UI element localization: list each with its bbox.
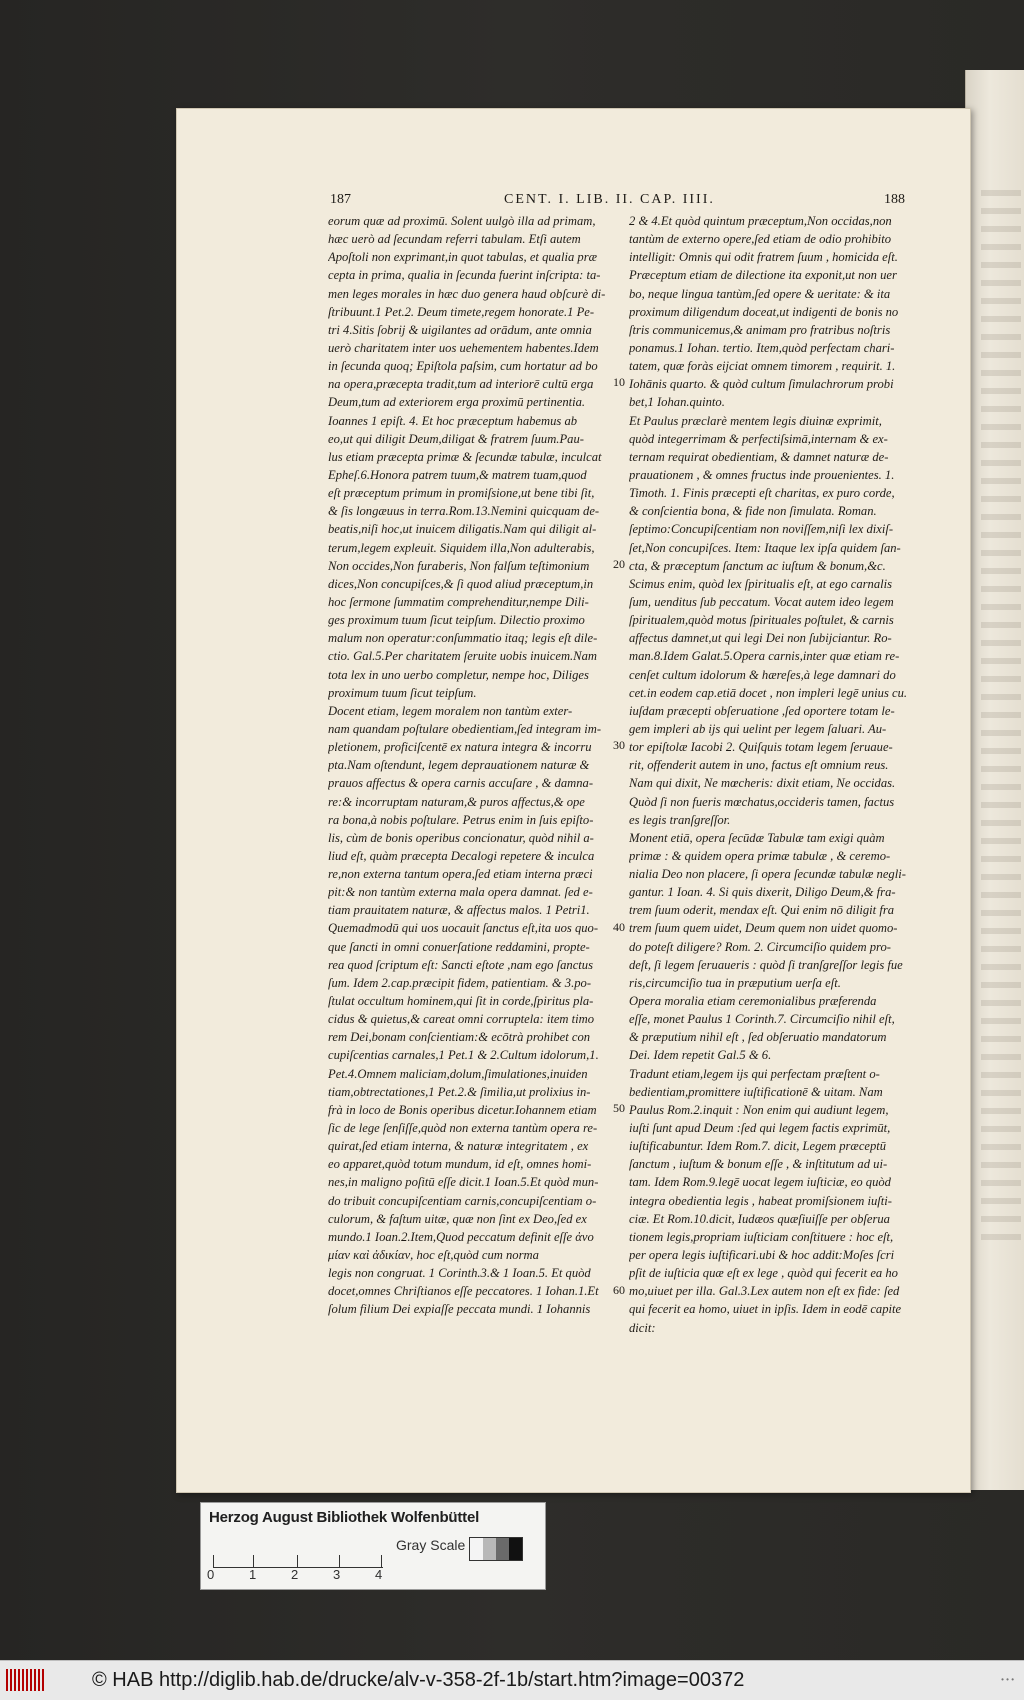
text-line: ciæ. Et Rom.10.dicit, Iudæos quæſiuiſſe per obſerua [629, 1211, 890, 1226]
text-line: frà in loco de Bonis operibus dicetur.Iohannem etiam [328, 1102, 597, 1117]
scale-tick [381, 1555, 382, 1567]
text-line: dices,Non concupiſces,& ſi quod aliud præceptum,in [328, 576, 594, 591]
text-line: do tribuit concupiſcentiam carnis,concupiſcentiam o- [328, 1193, 597, 1208]
text-line: cenſet cultum idolorum & hæreſes,à lege damnari do [629, 667, 896, 682]
text-line: affectus damnet,ut qui legi Dei non ſubijciantur. Ro- [629, 631, 892, 646]
text-line: terum,legem expleuit. Siquidem illa,Non adulterabis, [328, 540, 595, 555]
text-line: prauationem , & omnes fructus inde prouenientes. 1. [629, 467, 895, 482]
text-line: Monent etiā, opera ſecūdæ Tabulæ tam exigi quàm [629, 830, 885, 845]
text-line: eo apparet,quòd totum mundum, id eſt, omnes homi- [328, 1157, 592, 1172]
text-line: proximum diligendum doceat,ut indigenti de bonis no [629, 304, 899, 319]
text-line: rem Dei,bonam conſcientiam:& ecōtrà prohibet con [328, 1030, 591, 1045]
text-line: & præputium nihil eſt , ſed obſeruatio mandatorum [629, 1030, 887, 1045]
text-line: in ſecunda quoq; Epiſtola paſsim, cum hortatur ad bo [328, 359, 598, 374]
text-line: hæc uerò ad ſecundam referri tabulam. Etſi autem [328, 232, 581, 247]
footer-url-text[interactable]: © HAB http://diglib.hab.de/drucke/alv-v-358-2f-1b/start.htm?image=00372 [92, 1669, 745, 1691]
text-line: tor epiſtolæ Iacobi 2. Quiſquis totam legem ſeruaue- [629, 740, 893, 755]
scale-tick [253, 1555, 254, 1567]
text-line: Ioannes 1 epiſt. 4. Et hoc præceptum habemus ab [328, 413, 578, 428]
text-line: cidus & quietus,& careat omni corruptela: item timo [328, 1012, 595, 1027]
text-line: nam quandam poſtulare obedientiam,ſed integram im- [328, 721, 602, 736]
text-line: prauos affectus & opera carnis accuſare , & damna- [328, 776, 594, 791]
text-line: eorum quæ ad proximū. Solent uulgò illa ad primam, [328, 214, 596, 228]
library-name: Herzog August Bibliothek Wolfenbüttel [209, 1509, 480, 1526]
scale-tick [297, 1555, 298, 1567]
text-line: per opera legis iuſtificari.ubi & hoc addit:Moſes ſcri [629, 1248, 895, 1263]
text-line: dicit: [629, 1320, 656, 1335]
text-line: ſum. Idem 2.cap.præcipit fidem, patientiam. & 3.po- [328, 975, 592, 990]
text-line: gantur. 1 Ioan. 4. Si quis dixerit, Diligo Deum,& fra- [629, 885, 896, 900]
scale-bar [213, 1553, 383, 1568]
text-line: quirat,ſed etiam interna, & naturæ integritatem , ex [328, 1139, 589, 1154]
text-line: pta.Nam oſtendunt, legem deprauationem naturæ & [328, 758, 590, 773]
facing-page-shadow-text [981, 190, 1021, 1240]
margin-line-number: 60 [613, 1282, 625, 1297]
text-line: Non occides,Non furaberis, Non falſum teſtimonium [328, 558, 590, 573]
text-line: eo,ut qui diligit Deum,diligat & fratrem ſuum.Pau- [328, 431, 584, 446]
text-line: mo,uiuet per illa. Gal.3.Lex autem non eſt ex fide: ſed [629, 1284, 900, 1299]
text-line: mundo.1 Ioan.2.Item,Quod peccatum definit eſſe ἀνο [328, 1229, 594, 1244]
text-line: Docent etiam, legem moralem non tantùm exter- [328, 703, 573, 718]
text-line: ſolum filium Dei expiaſſe peccata mundi. 1 Iohannis [328, 1302, 591, 1317]
text-line: Scimus enim, quòd lex ſpiritualis eſt, at ego carnalis [629, 576, 893, 591]
text-line: Præceptum etiam de dilectione ita exponit,ut non uer [629, 268, 897, 283]
text-line: bo, neque lingua tantùm,ſed opere & ueritate: & ita [629, 286, 891, 301]
text-line: ternam requirat obedientiam, & damnet naturæ de- [629, 449, 889, 464]
text-line: ſet,Non concupiſces. Item: Itaque lex ipſa quidem ſan- [629, 540, 901, 555]
text-line: docet,omnes Chriſtianos eſſe peccatores. 1 Iohan.1.Et [328, 1284, 599, 1299]
text-line: uerò charitatem inter uos uehementem habentes.Idem [328, 340, 599, 355]
text-line: intelligit: Omnis qui odit fratrem ſuum , homicida eſt. [629, 250, 898, 265]
text-line: malum non operatur:conſummatio itaq; legis eſt dile- [328, 631, 598, 646]
viewer-footer [0, 1660, 1024, 1700]
text-line: iuſtificabuntur. Idem Rom.7. dicit, Legem præceptū [629, 1139, 887, 1154]
text-line: hoc ſermone ſummatim comprehenditur,nempe Dili- [328, 594, 589, 609]
text-line: Paulus Rom.2.inquit : Non enim qui audiunt legem, [629, 1102, 889, 1117]
margin-line-number: 10 [613, 375, 625, 390]
running-title: CENT. I. LIB. II. CAP. IIII. [504, 192, 715, 207]
text-line: ſeptimo:Concupiſcentiam non noviſſem,niſi lex dixiſ- [629, 522, 894, 537]
text-line: ris,circumciſio tua in præputium uerſa eſt. [629, 975, 841, 990]
margin-line-number: 50 [613, 1101, 625, 1116]
text-line: tam. Idem Rom.9.legē uocat legem iuſticiæ, eo quòd [629, 1175, 891, 1190]
text-line: rit, offenderit autem in uno, factus eſt omnium reus. [629, 758, 889, 773]
margin-line-number: 40 [613, 919, 625, 934]
text-line: tionem legis,propriam iuſticiam conſtituere : hoc eſt, [629, 1229, 894, 1244]
text-line: pſit de iuſticia quæ eſt ex lege , quòd qui fecerit ea ho [629, 1266, 898, 1281]
text-line: qui fecerit ea homo, uiuet in ipſis. Idem in eodē capite [629, 1302, 902, 1317]
text-line: primæ : & quidem opera primæ tabulæ , & ceremo- [629, 848, 891, 863]
text-line: re:& incorruptam naturam,& puros affectus,& ope [328, 794, 585, 809]
page-number-left: 187 [330, 192, 351, 207]
text-line: tiam prauitatem naturæ, & affectus malos. 1 Petri1. [328, 903, 590, 918]
page-number-right: 188 [884, 192, 905, 207]
text-line: pletionem, proficiſcentē ex natura integra & incorru [328, 740, 592, 755]
text-line: man.8.Idem Galat.5.Opera carnis,inter quæ etiam re- [629, 649, 900, 664]
text-line: & ſis longæuus in terra.Rom.13.Nemini quicquam de- [328, 504, 600, 519]
gray-swatch [470, 1538, 483, 1560]
scale-tick-label: 3 [333, 1567, 341, 1582]
text-line: integra obedientia legis , habeat promiſsionem iuſti- [629, 1193, 892, 1208]
text-line: bedientiam,promittere iuſtificationē & uitam. Nam [629, 1084, 883, 1099]
text-line: eſſe, monet Paulus 1 Corinth.7. Circumciſio nihil eſt, [629, 1012, 895, 1027]
text-line: tri 4.Sitis ſobrij & uigilantes ad orādum, ante omnia [328, 322, 592, 337]
text-line: ges proximum tuum ſicut teipſum. Dilectio proximo [328, 613, 585, 628]
text-line: ponamus.1 Iohan. tertio. Item,quòd perfectam chari- [629, 340, 895, 355]
text-line: cta, & præceptum ſanctum ac iuſtum & bonum,&c. [629, 558, 886, 573]
text-line: legis non congruat. 1 Corinth.3.& 1 Ioan.5. Et quòd [328, 1266, 591, 1281]
text-line: tatem, quæ foràs eijciat omnem timorem , requirit. 1. [629, 359, 896, 374]
text-line: es legis tranſgreſſor. [629, 812, 731, 827]
text-line: liud eſt, quàm præcepta Decalogi repetere & inculca [328, 848, 595, 863]
text-line: tota lex in uno uerbo completur, nempe hoc, Diliges [328, 667, 589, 682]
scale-tick [339, 1555, 340, 1567]
text-line: μίαν καὶ ἀδικίαν, hoc eſt,quòd cum norma [328, 1248, 539, 1263]
text-line: ra bona,à nobis poſtulare. Petrus enim in ſuis epiſto- [328, 812, 594, 827]
gray-scale-label: Gray Scale [396, 1537, 466, 1553]
page-header [176, 192, 971, 214]
text-line: eſt præceptum primum in promiſsione,ut bene tibi ſit, [328, 486, 595, 501]
margin-line-number: 30 [613, 738, 625, 753]
text-line: Timoth. 1. Finis præcepti eſt charitas, ex puro corde, [629, 486, 895, 501]
left-text-column [328, 212, 618, 1319]
text-line: culorum, & faſtum uitæ, quæ non ſint ex Deo,ſed ex [328, 1211, 587, 1226]
text-line: lis, cùm de bonis operibus concionatur, quòd nihil a- [328, 830, 594, 845]
text-line: proximum tuum ſicut teipſum. [328, 685, 477, 700]
text-line: ſanctum , iuſtum & bonum eſſe , & inſtitutum ad ui- [629, 1157, 888, 1172]
gray-scale-ruler [200, 1502, 546, 1590]
text-line: Quòd ſi non fueris mœchatus,occideris tamen, factus [629, 794, 895, 809]
text-line: na opera,præcepta tradit,tum ad interiorē cultū erga [328, 377, 594, 392]
text-line: men leges morales in hæc duo genera haud obſcurè di- [328, 286, 606, 301]
right-text-column [629, 212, 922, 1337]
text-line: bet,1 Iohan.quinto. [629, 395, 725, 410]
gray-swatch [509, 1538, 522, 1560]
text-line: que ſancti in omni conuerſatione reddamini, propte- [328, 939, 590, 954]
text-line: Dei. Idem repetit Gal.5 & 6. [629, 1048, 772, 1063]
text-line: ſtulat occultum hominem,qui ſit in corde,ſpiritus pla- [328, 994, 594, 1009]
gray-swatches [469, 1537, 523, 1561]
text-line: Deum,tum ad exteriorem erga proximū pertinentia. [328, 395, 586, 410]
text-line: Epheſ.6.Honora patrem tuum,& matrem tuam,quod [328, 467, 587, 482]
text-line: trem ſuum quem uidet, Deum quem non uidet quomo- [629, 921, 898, 936]
scale-tick-label: 0 [207, 1567, 215, 1582]
text-line: Opera moralia etiam ceremonialibus præferenda [629, 994, 877, 1009]
text-line: quòd integerrimam & perfectiſsimā,internam & ex- [629, 431, 888, 446]
text-line: do poteſt diligere? Rom. 2. Circumciſio quidem pro- [629, 939, 891, 954]
text-line: ſtribuunt.1 Pet.2. Deum timete,regem honorate.1 Pe- [328, 304, 595, 319]
margin-line-number: 20 [613, 556, 625, 571]
text-line: Tradunt etiam,legem ijs qui perfectam præſtent o- [629, 1066, 880, 1081]
text-line: ſic de lege ſenſiſſe,quòd non externa tantùm opera re- [328, 1121, 598, 1136]
text-line: lus etiam præcepta primæ & ſecundæ tabulæ, inculcat [328, 449, 602, 464]
gray-swatch [496, 1538, 509, 1560]
text-line: nes,in maligno poſitū eſſe dicit.1 Ioan.5.Et quòd mun- [328, 1175, 599, 1190]
text-line: tiam,obtrectationes,1 Pet.2.& ſimilia,ut prolixius in- [328, 1084, 591, 1099]
text-line: ſum, uenditus ſub peccatum. Vocat autem ideo legem [629, 594, 894, 609]
scale-tick-label: 1 [249, 1567, 257, 1582]
text-line: beatis,niſi hoc,ut inuicem diligatis.Nam qui diligit al- [328, 522, 597, 537]
text-line: ſtris communicemus,& animam pro fratribus noſtris [629, 322, 891, 337]
text-line: cepta in prima, qualia in ſecunda fuerint inſcripta: ta- [328, 268, 601, 283]
text-line: pit:& non tantùm externa mala opera damnat. ſed e- [328, 885, 593, 900]
facing-page-edge [965, 70, 1024, 1490]
text-line: re,non externa tantum opera,ſed etiam interna præci [328, 867, 593, 882]
text-line: 2 & 4.Et quòd quintum præceptum,Non occidas,non [629, 214, 892, 228]
text-line: cet.in eodem cap.etiā docet , non impleri legē unius cu. [629, 685, 908, 700]
text-line: nialia Deo non placere, ſi opera ſecundæ tabulæ negli- [629, 867, 906, 882]
scale-tick-label: 2 [291, 1567, 299, 1582]
text-line: iuſdam præcepti obſeruatione ,ſed oportere totam le- [629, 703, 895, 718]
text-line: Pet.4.Omnem maliciam,dolum,ſimulationes,inuiden [328, 1066, 588, 1081]
text-line: gem impleri ab ijs qui uelint per legem ſaluari. Au- [629, 721, 887, 736]
text-line: ſpiritualem,quòd motus ſpirituales poſtulet, & carnis [629, 613, 894, 628]
scale-tick-label: 4 [375, 1567, 383, 1582]
text-line: Quemadmodū qui uos uocauit ſanctus eſt,ita uos quo- [328, 921, 599, 936]
footer-dots: • • • [1001, 1675, 1014, 1684]
text-line: ctio. Gal.5.Per charitatem ſeruite uobis inuicem.Nam [328, 649, 597, 664]
text-line: cupiſcentias carnales,1 Pet.1 & 2.Cultum idolorum,1. [328, 1048, 599, 1063]
book-page [176, 108, 971, 1493]
text-line: iuſti ſunt apud Deum :ſed qui legem factis exprimūt, [629, 1121, 891, 1136]
text-line: tantùm de externo opere,ſed etiam de odio prohibito [629, 232, 892, 247]
text-line: Iohānis quarto. & quòd cultum ſimulachrorum probi [629, 377, 894, 392]
text-line: Nam qui dixit, Ne mœcheris: dixit etiam, Ne occidas. [629, 776, 896, 791]
text-line: trem ſuum oderit, mendax eſt. Qui enim nō diligit fra [629, 903, 895, 918]
scale-tick [213, 1555, 214, 1567]
gray-swatch [483, 1538, 496, 1560]
text-line: Et Paulus præclarè mentem legis diuinæ exprimit, [629, 413, 882, 428]
text-line: & conſcientia bona, & fide non ſimulata. Roman. [629, 504, 877, 519]
text-line: deſt, ſi legem ſeruaueris : quòd ſi tranſgreſſor legis fue [629, 957, 903, 972]
hab-logo-icon [6, 1669, 46, 1691]
text-line: Apoſtoli non exprimant,in quot tabulas, et qualia præ [328, 250, 598, 265]
text-line: rea quod ſcriptum eſt: Sancti eſtote ,nam ego ſanctus [328, 957, 594, 972]
